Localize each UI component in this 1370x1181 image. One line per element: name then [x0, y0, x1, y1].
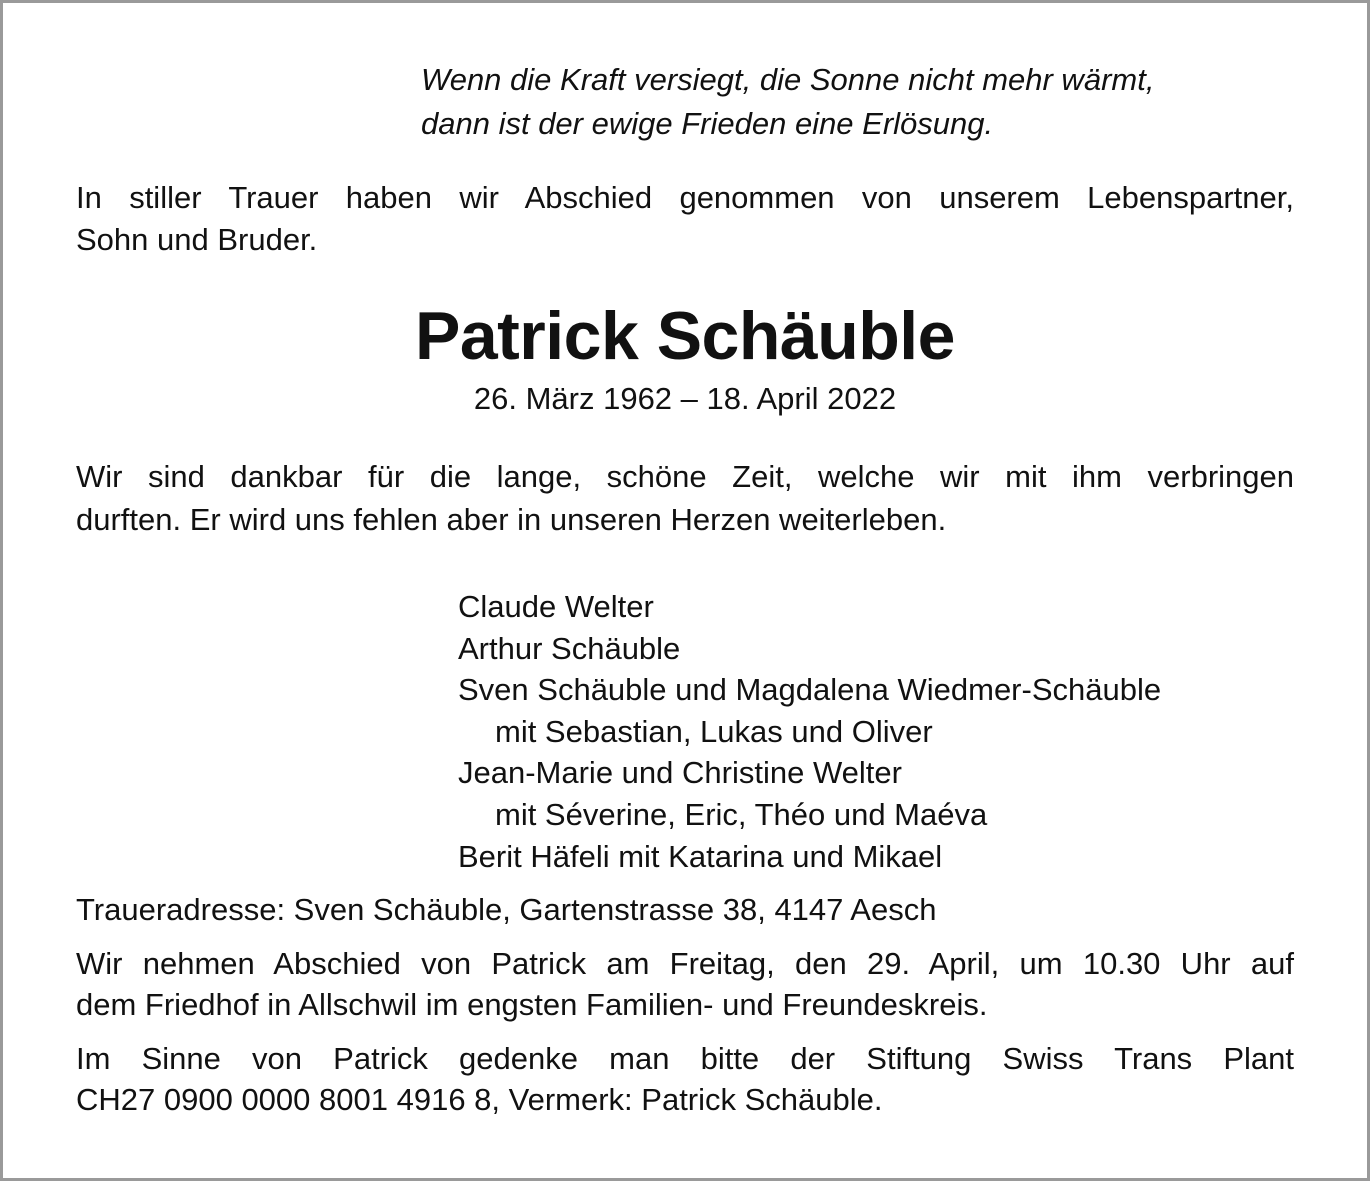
- deceased-name: Patrick Schäuble: [414, 298, 956, 374]
- mourners-list: [458, 586, 1161, 877]
- gratitude-paragraph: [76, 455, 1294, 541]
- intro-paragraph: [76, 177, 1294, 261]
- epigraph-quote: [421, 58, 1154, 146]
- gratitude-line-1: Wir sind dankbar für die lange, schöne Zeit, welche wir mit ihm verbringen: [76, 459, 1294, 494]
- ceremony-line-2: dem Friedhof in Allschwil im engsten Familien- und Freundeskreis.: [76, 987, 988, 1022]
- donation-paragraph: [76, 1038, 1294, 1120]
- intro-line-2: Sohn und Bruder.: [76, 222, 318, 257]
- mourner-subline: mit Séverine, Eric, Théo und Maéva: [495, 796, 988, 832]
- epigraph-line-1: Wenn die Kraft versiegt, die Sonne nicht mehr wärmt,: [421, 62, 1155, 97]
- mourning-address: Traueradresse: Sven Schäuble, Gartenstrasse 38, 4147 Aesch: [76, 892, 937, 927]
- intro-line-1: In stiller Trauer haben wir Abschied genommen von unserem Lebenspartner,: [76, 180, 1294, 215]
- ceremony-paragraph: [76, 943, 1294, 1025]
- life-dates: 26. März 1962 – 18. April 2022: [473, 381, 897, 416]
- gratitude-line-2: durften. Er wird uns fehlen aber in unseren Herzen weiterleben.: [76, 502, 947, 537]
- donation-line-1: Im Sinne von Patrick gedenke man bitte der Stiftung Swiss Trans Plant: [76, 1041, 1294, 1076]
- ceremony-line-1: Wir nehmen Abschied von Patrick am Freitag, den 29. April, um 10.30 Uhr auf: [76, 946, 1294, 981]
- mourner-line: Berit Häfeli mit Katarina und Mikael: [458, 838, 943, 874]
- mourner-line: Jean-Marie und Christine Welter: [458, 755, 902, 791]
- donation-line-2: CH27 0900 0000 8001 4916 8, Vermerk: Patrick Schäuble.: [76, 1082, 883, 1117]
- epigraph-line-2: dann ist der ewige Frieden eine Erlösung.: [421, 106, 994, 141]
- mourner-subline: mit Sebastian, Lukas und Oliver: [495, 713, 933, 749]
- mourner-line: Claude Welter: [458, 589, 654, 624]
- mourner-line: Arthur Schäuble: [458, 630, 681, 666]
- mourner-line: Sven Schäuble und Magdalena Wiedmer-Schäuble: [458, 672, 1162, 708]
